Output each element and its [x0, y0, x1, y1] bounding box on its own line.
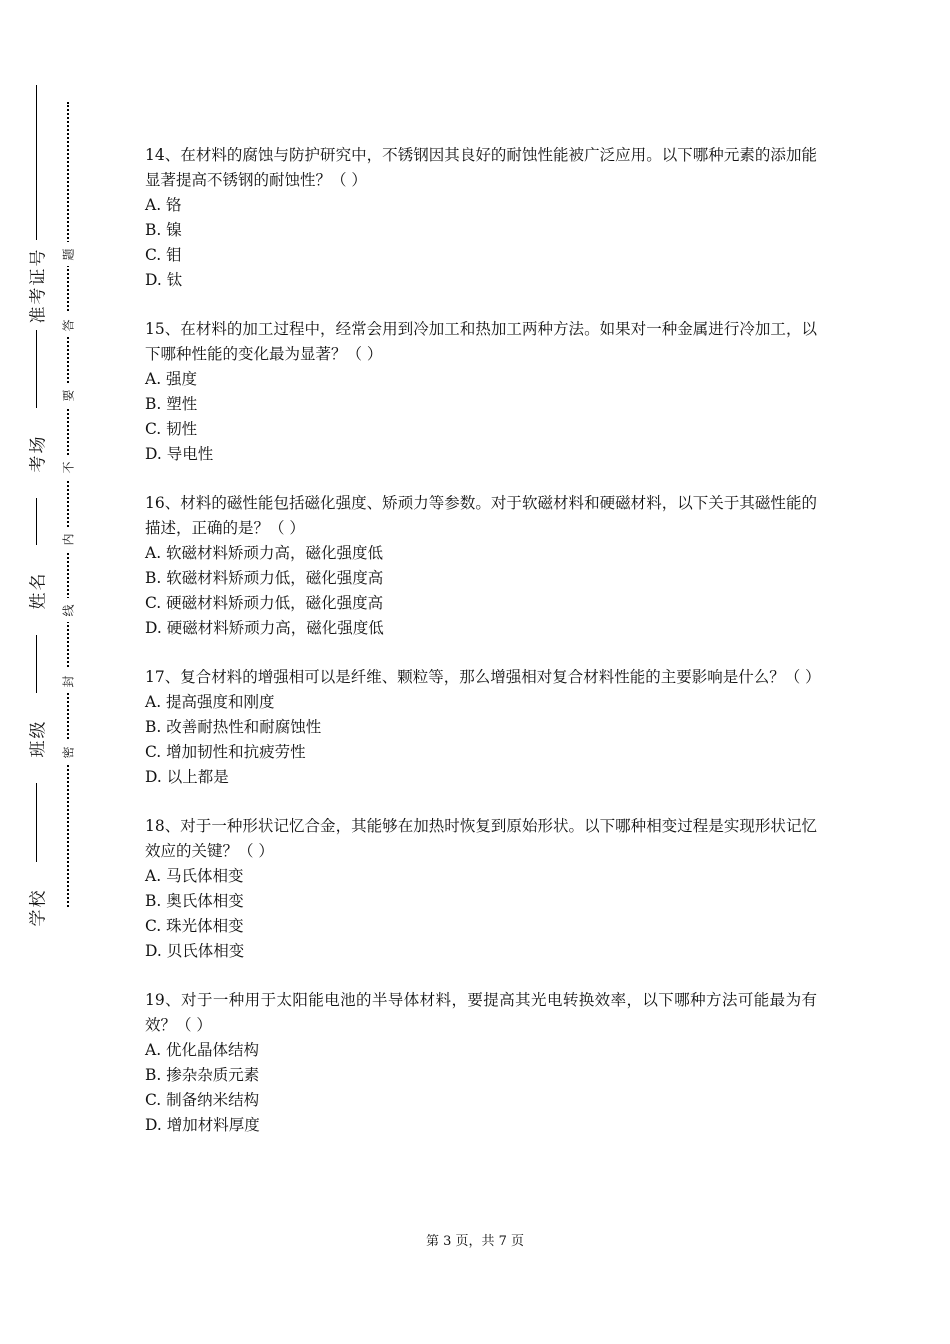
- question-stem: 17、复合材料的增强相可以是纤维、颗粒等，那么增强相对复合材料性能的主要影响是什么？（ ）: [145, 668, 821, 686]
- seal-char: 答: [58, 313, 78, 337]
- question-list: [145, 143, 821, 1162]
- page-footer: [0, 1230, 950, 1249]
- option-b: B. 软磁材料矫顽力低，磁化强度高: [145, 569, 384, 587]
- option-a: A. 铬: [145, 196, 182, 214]
- field-class: [20, 693, 52, 783]
- page-number: 第 3 页，共 7 页: [425, 1234, 525, 1249]
- option-a: A. 优化晶体结构: [145, 1041, 260, 1059]
- seal-char: 内: [58, 527, 78, 551]
- question-stem: 14、在材料的腐蚀与防护研究中，不锈钢因其良好的耐蚀性能被广泛应用。以下哪种元素的添加能显著提高不锈钢的耐蚀性？（ ）: [145, 146, 817, 189]
- option-c: C. 增加韧性和抗疲劳性: [145, 743, 306, 761]
- binding-solid-line: [36, 85, 37, 925]
- option-d: D. 硬磁材料矫顽力高，磁化强度低: [145, 619, 384, 637]
- field-label: 学校: [28, 888, 49, 926]
- question-stem: 15、在材料的加工过程中，经常会用到冷加工和热加工两种方法。如果对一种金属进行冷加工，以下哪种性能的变化最为显著？（ ）: [145, 320, 817, 363]
- question-16: [145, 491, 817, 641]
- option-a: A. 软磁材料矫顽力高，磁化强度低: [145, 544, 384, 562]
- field-name: [20, 545, 52, 635]
- seal-char: 要: [58, 383, 78, 407]
- option-c: C. 硬磁材料矫顽力低，磁化强度高: [145, 594, 384, 612]
- seal-char: 密: [58, 740, 78, 764]
- question-15: [145, 317, 817, 467]
- option-a: A. 马氏体相变: [145, 867, 244, 885]
- question-stem: 19、对于一种用于太阳能电池的半导体材料，要提高其光电转换效率，以下哪种方法可能最为有效？（ ）: [145, 991, 817, 1034]
- option-b: B. 改善耐热性和耐腐蚀性: [145, 718, 322, 736]
- seal-dotted-line: [67, 102, 69, 907]
- seal-char: 线: [58, 598, 78, 622]
- option-d: D. 贝氏体相变: [145, 942, 245, 960]
- binding-margin: [0, 0, 90, 1344]
- option-a: A. 强度: [145, 370, 198, 388]
- field-exam-room: [20, 408, 52, 498]
- option-d: D. 增加材料厚度: [145, 1116, 260, 1134]
- question-18: [145, 814, 817, 964]
- seal-char: 封: [58, 669, 78, 693]
- seal-char: 不: [58, 455, 78, 479]
- field-exam-number: [20, 240, 52, 330]
- option-d: D. 导电性: [145, 445, 214, 463]
- field-label: 姓名: [28, 571, 49, 609]
- question-stem: 16、材料的磁性能包括磁化强度、矫顽力等参数。对于软磁材料和硬磁材料，以下关于其磁性能的描述，正确的是？（ ）: [145, 494, 817, 537]
- option-b: B. 镍: [145, 221, 182, 239]
- seal-char: 题: [58, 242, 78, 266]
- question-19: [145, 988, 817, 1138]
- option-b: B. 塑性: [145, 395, 198, 413]
- option-a: A. 提高强度和刚度: [145, 693, 275, 711]
- option-c: C. 制备纳米结构: [145, 1091, 260, 1109]
- option-b: B. 掺杂杂质元素: [145, 1066, 260, 1084]
- question-stem: 18、对于一种形状记忆合金，其能够在加热时恢复到原始形状。以下哪种相变过程是实现形状记忆效应的关键？（ ）: [145, 817, 817, 860]
- option-d: D. 钛: [145, 271, 183, 289]
- option-c: C. 珠光体相变: [145, 917, 244, 935]
- question-14: [145, 143, 817, 293]
- field-label: 准考证号: [28, 247, 49, 323]
- option-c: C. 韧性: [145, 420, 198, 438]
- option-b: B. 奥氏体相变: [145, 892, 244, 910]
- field-label: 考场: [28, 434, 49, 472]
- field-school: [20, 862, 52, 952]
- field-label: 班级: [28, 719, 49, 757]
- option-c: C. 钼: [145, 246, 182, 264]
- question-17: [145, 665, 821, 790]
- option-d: D. 以上都是: [145, 768, 229, 786]
